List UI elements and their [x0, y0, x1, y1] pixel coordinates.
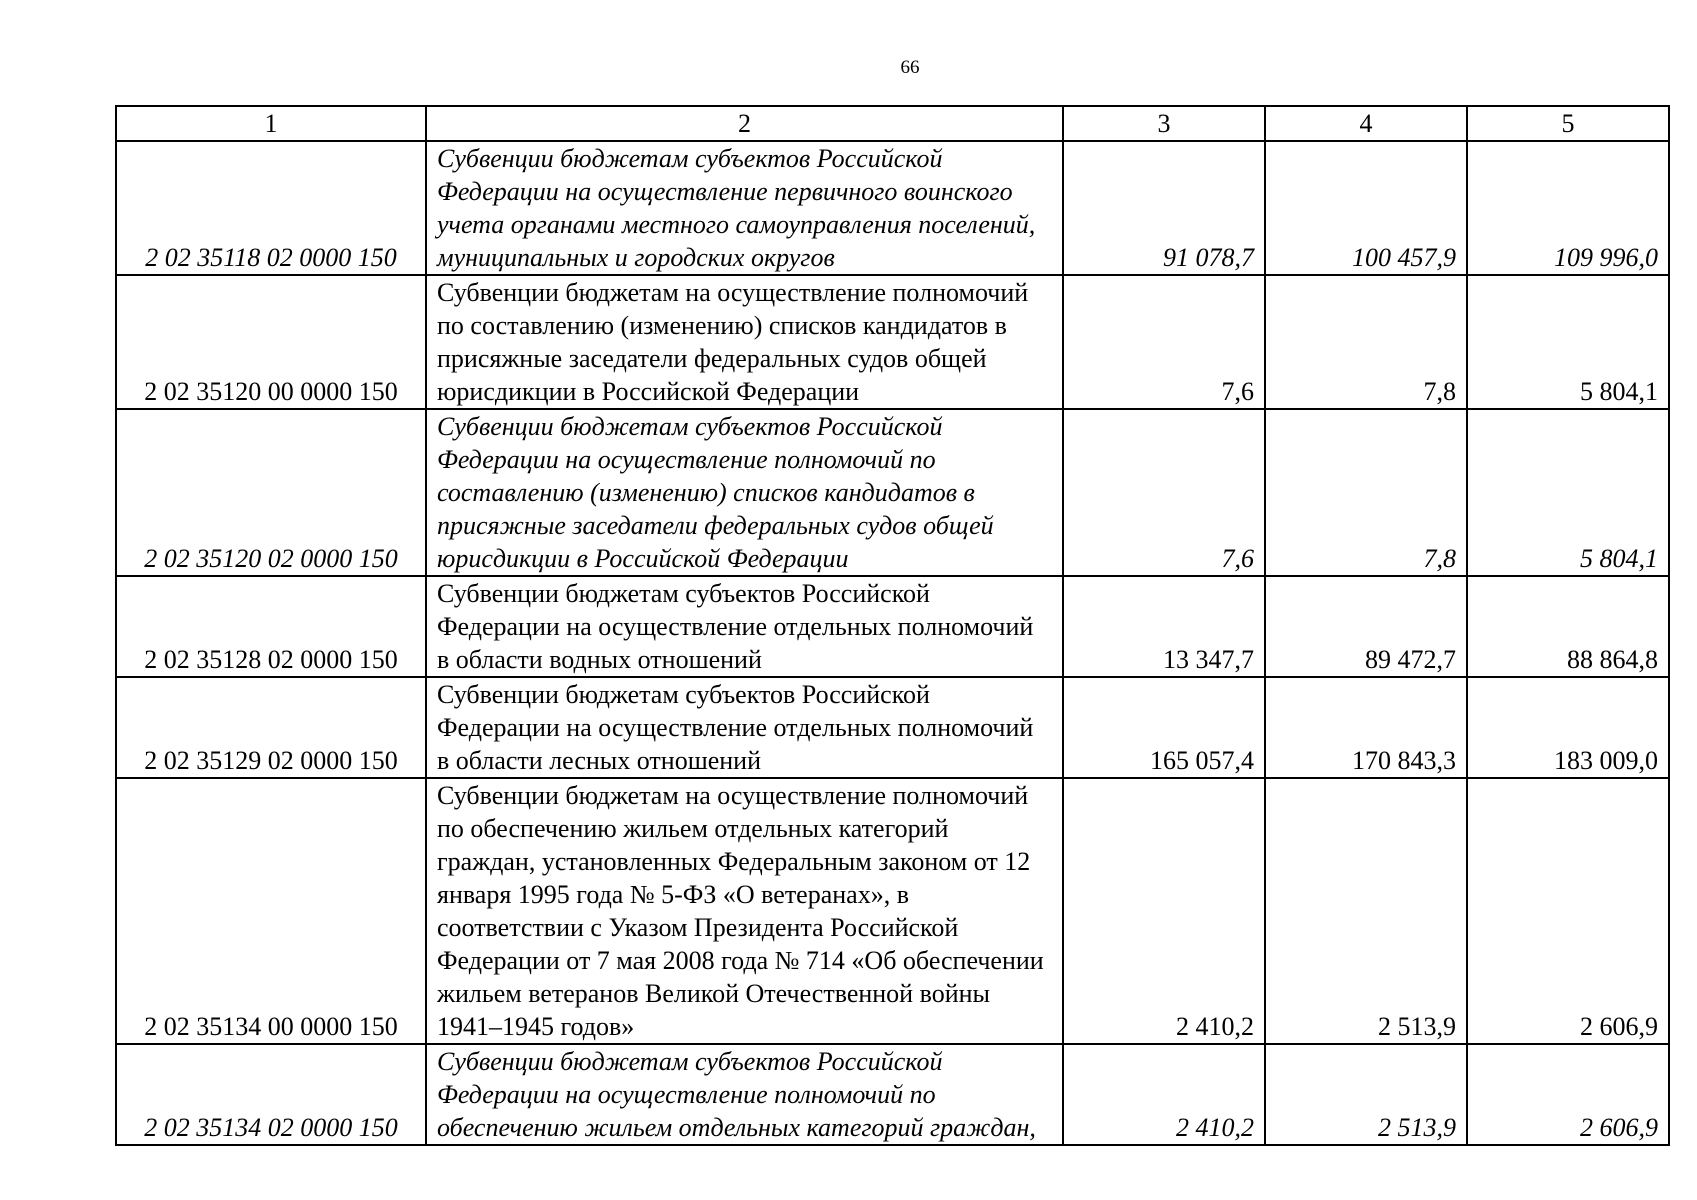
- row-description: Субвенции бюджетам субъектов Российской Федерации на осуществление полномочий по составлению (изменению) списков кандидатов в присяжные заседатели федеральных судов общей юрисдикции в Российской Федерации: [426, 409, 1063, 576]
- value-col-3: 7,6: [1063, 275, 1265, 409]
- value-col-4: 7,8: [1265, 275, 1467, 409]
- row-description: Субвенции бюджетам субъектов Российской Федерации на осуществление отдельных полномочий в области лесных отношений: [426, 677, 1063, 778]
- budget-code: 2 02 35134 00 0000 150: [116, 778, 426, 1044]
- column-header: 5: [1467, 106, 1669, 141]
- value-col-3: 13 347,7: [1063, 576, 1265, 677]
- value-col-4: 2 513,9: [1265, 1044, 1467, 1145]
- value-col-5: 183 009,0: [1467, 677, 1669, 778]
- header-row: [116, 106, 1669, 141]
- row-description: Субвенции бюджетам субъектов Российской Федерации на осуществление отдельных полномочий в области водных отношений: [426, 576, 1063, 677]
- value-col-3: 2 410,2: [1063, 778, 1265, 1044]
- table-row: [116, 141, 1669, 275]
- value-col-5: 88 864,8: [1467, 576, 1669, 677]
- column-header: 1: [116, 106, 426, 141]
- table-row: [116, 778, 1669, 1044]
- value-col-5: 2 606,9: [1467, 778, 1669, 1044]
- column-header: 2: [426, 106, 1063, 141]
- table-row: [116, 409, 1669, 576]
- value-col-3: 165 057,4: [1063, 677, 1265, 778]
- page-number: 66: [900, 57, 920, 78]
- budget-code: 2 02 35118 02 0000 150: [116, 141, 426, 275]
- value-col-3: 91 078,7: [1063, 141, 1265, 275]
- table-row: [116, 677, 1669, 778]
- budget-code: 2 02 35120 02 0000 150: [116, 409, 426, 576]
- value-col-4: 100 457,9: [1265, 141, 1467, 275]
- table-header: [116, 106, 1669, 141]
- value-col-5: 5 804,1: [1467, 275, 1669, 409]
- value-col-3: 2 410,2: [1063, 1044, 1265, 1145]
- table-row: [116, 1044, 1669, 1145]
- budget-table: [115, 105, 1670, 1146]
- budget-code: 2 02 35129 02 0000 150: [116, 677, 426, 778]
- row-description: Субвенции бюджетам субъектов Российской Федерации на осуществление первичного воинского учета органами местного самоуправления поселений, муниципальных и городских округов: [426, 141, 1063, 275]
- row-description: Субвенции бюджетам субъектов Российской Федерации на осуществление полномочий по обеспечению жильем отдельных категорий граждан,: [426, 1044, 1063, 1145]
- budget-code: 2 02 35120 00 0000 150: [116, 275, 426, 409]
- value-col-3: 7,6: [1063, 409, 1265, 576]
- column-header: 4: [1265, 106, 1467, 141]
- value-col-4: 7,8: [1265, 409, 1467, 576]
- table-body: [116, 141, 1669, 1145]
- row-description: Субвенции бюджетам на осуществление полномочий по составлению (изменению) списков кандидатов в присяжные заседатели федеральных судов общей юрисдикции в Российской Федерации: [426, 275, 1063, 409]
- value-col-5: 109 996,0: [1467, 141, 1669, 275]
- value-col-5: 5 804,1: [1467, 409, 1669, 576]
- row-description: Субвенции бюджетам на осуществление полномочий по обеспечению жильем отдельных категорий граждан, установленных Федеральным законом от 12 января 1995 года № 5-ФЗ «О ветеранах», в соответствии с Указом Президента Российской Федерации от 7 мая 2008 года № 714 «Об обеспечении жильем ветеранов Великой Отечественной войны 1941–1945 годов»: [426, 778, 1063, 1044]
- budget-code: 2 02 35128 02 0000 150: [116, 576, 426, 677]
- table-row: [116, 576, 1669, 677]
- budget-code: 2 02 35134 02 0000 150: [116, 1044, 426, 1145]
- value-col-4: 89 472,7: [1265, 576, 1467, 677]
- table-row: [116, 275, 1669, 409]
- value-col-4: 170 843,3: [1265, 677, 1467, 778]
- value-col-5: 2 606,9: [1467, 1044, 1669, 1145]
- column-header: 3: [1063, 106, 1265, 141]
- value-col-4: 2 513,9: [1265, 778, 1467, 1044]
